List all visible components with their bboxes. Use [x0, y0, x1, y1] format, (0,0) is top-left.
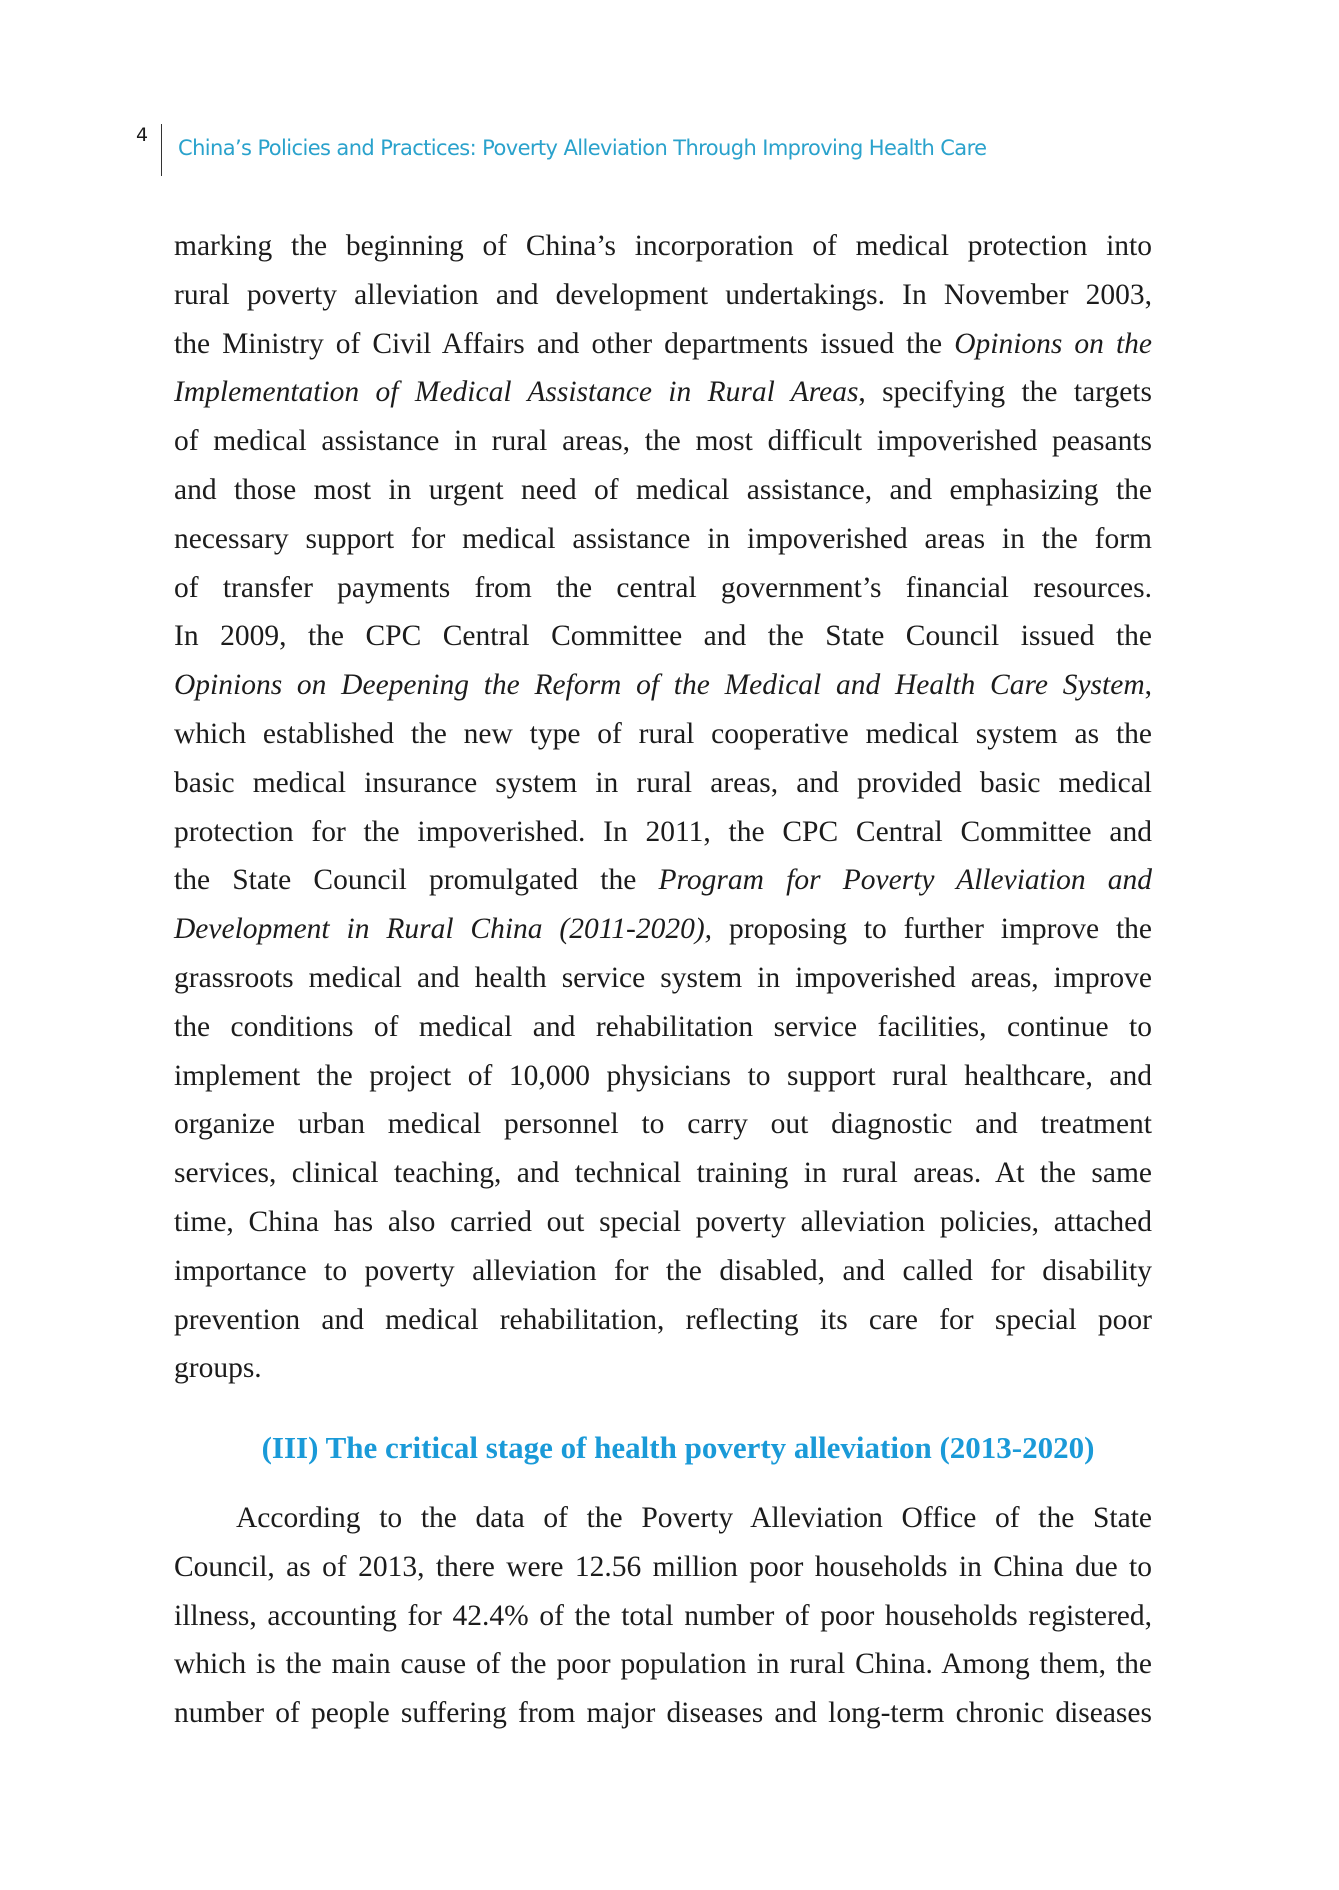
text-run: and those most in urgent need of medical assistance, and emphasizing the	[174, 473, 1152, 506]
italic-title-text: Implementation of Medical Assistance in Rural Areas	[174, 376, 859, 409]
page-number: 4	[136, 124, 149, 146]
text-line	[174, 271, 1152, 320]
text-run: of medical assistance in rural areas, the most difficult impoverished peasants	[174, 425, 1152, 458]
text-line	[174, 320, 1152, 369]
text-line	[174, 417, 1152, 466]
text-line	[174, 1640, 1152, 1689]
text-run: services, clinical teaching, and technical training in rural areas. At the same	[174, 1157, 1152, 1190]
text-run: , specifying the targets	[858, 376, 1152, 409]
text-run: In 2009, the CPC Central Committee and the State Council issued the	[174, 620, 1152, 653]
text-run: the State Council promulgated the	[174, 864, 659, 897]
text-line	[174, 1003, 1152, 1052]
text-run: groups.	[174, 1352, 262, 1385]
text-run: necessary support for medical assistance in impoverished areas in the form	[174, 522, 1152, 555]
text-line	[174, 368, 1152, 417]
text-line	[174, 1344, 1152, 1393]
text-run: ,	[1144, 669, 1152, 702]
paragraph-2	[174, 1494, 1152, 1738]
text-run: the Ministry of Civil Affairs and other departments issued the	[174, 327, 955, 360]
text-line	[174, 515, 1152, 564]
text-line	[174, 1689, 1152, 1738]
text-run: basic medical insurance system in rural areas, and provided basic medical	[174, 766, 1152, 799]
text-line	[174, 1543, 1152, 1592]
text-line	[174, 905, 1152, 954]
text-line	[174, 1592, 1152, 1641]
text-run: marking the beginning of China’s incorporation of medical protection into	[174, 230, 1152, 262]
text-line	[174, 954, 1152, 1003]
text-line	[174, 1149, 1152, 1198]
text-run: illness, accounting for 42.4% of the total number of poor households registered,	[174, 1599, 1152, 1632]
italic-title-text: Development in Rural China (2011-2020),	[174, 913, 713, 946]
text-line	[174, 710, 1152, 759]
text-run: importance to poverty alleviation for the disabled, and called for disability	[174, 1254, 1152, 1287]
text-line	[174, 1198, 1152, 1247]
text-run: grassroots medical and health service system in impoverished areas, improve	[174, 961, 1152, 994]
text-run: proposing to further improve the	[712, 913, 1153, 946]
text-run: rural poverty alleviation and development undertakings. In November 2003,	[174, 278, 1152, 311]
text-run: time, China has also carried out special poverty alleviation policies, attached	[174, 1205, 1152, 1238]
text-run: Council, as of 2013, there were 12.56 million poor households in China due to	[174, 1550, 1152, 1583]
text-line	[174, 612, 1152, 661]
italic-title-text: Opinions on Deepening the Reform of the Medical and Health Care System	[174, 669, 1145, 702]
text-line	[174, 222, 1152, 271]
running-title: China’s Policies and Practices: Poverty Alleviation Through Improving Health Care	[178, 136, 987, 160]
text-line	[174, 1052, 1152, 1101]
paragraph-1	[174, 222, 1152, 1393]
text-line	[174, 1296, 1152, 1345]
text-run: prevention and medical rehabilitation, reflecting its care for special poor	[174, 1303, 1152, 1336]
text-run: According to the data of the Poverty Alleviation Office of the State	[236, 1502, 1152, 1534]
text-line	[174, 856, 1152, 905]
text-run: protection for the impoverished. In 2011, the CPC Central Committee and	[174, 815, 1152, 848]
text-run: of transfer payments from the central government’s financial resources.	[174, 571, 1152, 604]
text-line	[174, 1247, 1152, 1296]
italic-title-text: Program for Poverty Alleviation and	[658, 864, 1153, 897]
text-run: number of people suffering from major diseases and long-term chronic diseases	[174, 1697, 1152, 1730]
text-run: the conditions of medical and rehabilitation service facilities, continue to	[174, 1010, 1152, 1043]
text-line	[174, 564, 1152, 613]
italic-title-text: Opinions on the	[954, 327, 1152, 360]
text-line	[174, 661, 1152, 710]
text-line	[174, 1100, 1152, 1149]
text-run: which established the new type of rural cooperative medical system as the	[174, 717, 1152, 750]
text-line	[174, 466, 1152, 515]
text-line	[174, 759, 1152, 808]
text-line	[174, 1494, 1152, 1543]
text-line	[174, 808, 1152, 857]
text-run: which is the main cause of the poor population in rural China. Among them, the	[174, 1648, 1152, 1681]
text-run: organize urban medical personnel to carry out diagnostic and treatment	[174, 1108, 1152, 1141]
section-heading: (III) The critical stage of health poverty alleviation (2013-2020)	[261, 1430, 1095, 1465]
header-divider	[161, 124, 162, 176]
text-run: implement the project of 10,000 physicians to support rural healthcare, and	[174, 1059, 1152, 1092]
